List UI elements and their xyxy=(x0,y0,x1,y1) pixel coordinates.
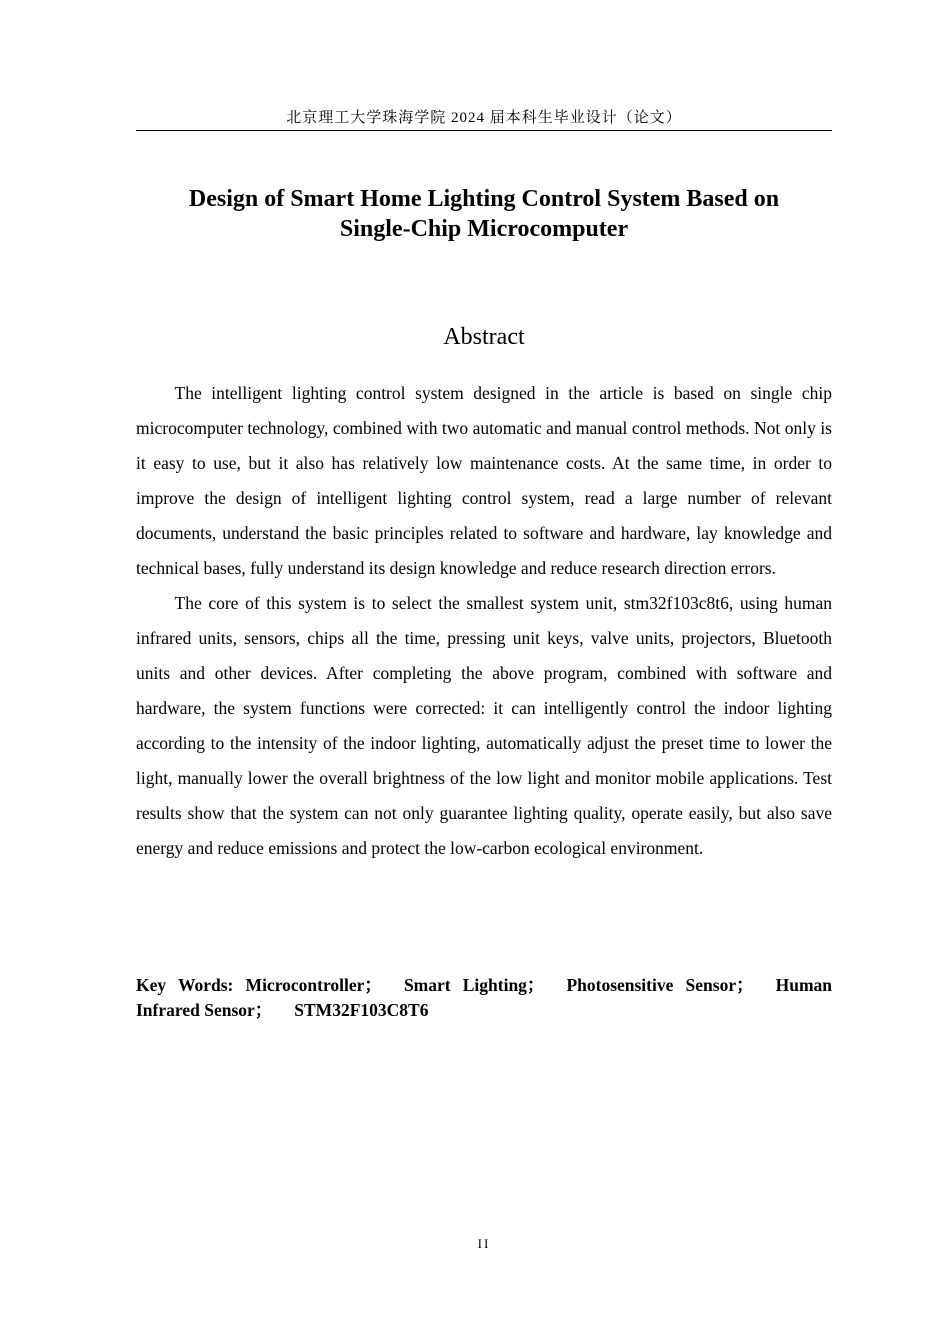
thesis-title xyxy=(136,184,832,244)
keyword-item: Microcontroller； xyxy=(245,975,382,995)
abstract-paragraph-1: The intelligent lighting control system designed in the article is based on single chip microcomputer technology, combined with two automatic and manual control methods. Not only is it easy to use, but it also has relatively low maintenance costs. At the same time, in order to improve the design of intelligent lighting control system, read a large number of relevant documents, understand the basic principles related to software and hardware, lay knowledge and technical bases, fully understand its design knowledge and reduce research direction errors. xyxy=(136,383,832,578)
abstract-body xyxy=(136,376,832,866)
running-header: 北京理工大学珠海学院 2024 届本科生毕业设计（论文） xyxy=(286,110,682,126)
keyword-item: Photosensitive Sensor； xyxy=(566,975,754,995)
thesis-title-line-1: Design of Smart Home Lighting Control System Based on xyxy=(188,186,780,212)
abstract-paragraph-2: The core of this system is to select the smallest system unit, stm32f103c8t6, using human infrared units, sensors, chips all the time, pressing unit keys, valve units, projectors, Bluetooth units and other devices. After completing the above program, combined with software and hardware, the system functions were corrected: it can intelligently control the indoor lighting according to the intensity of the indoor lighting, automatically adjust the preset time to lower the light, manually lower the overall brightness of the low light and monitor mobile applications. Test results show that the system can not only guarantee lighting quality, operate easily, but also save energy and reduce emissions and protect the low-carbon ecological environment. xyxy=(136,593,832,858)
abstract-heading: Abstract xyxy=(443,324,525,350)
keyword-item: STM32F103C8T6 xyxy=(294,1000,429,1020)
page-number: II xyxy=(477,1236,491,1251)
keyword-item: Human Infrared Sensor； xyxy=(136,975,832,1020)
header-rule xyxy=(136,130,832,131)
keywords-label: Key Words: xyxy=(136,975,234,995)
keywords xyxy=(136,973,832,1023)
thesis-title-line-2: Single-Chip Microcomputer xyxy=(339,216,629,242)
keyword-item: Smart Lighting； xyxy=(403,975,545,995)
